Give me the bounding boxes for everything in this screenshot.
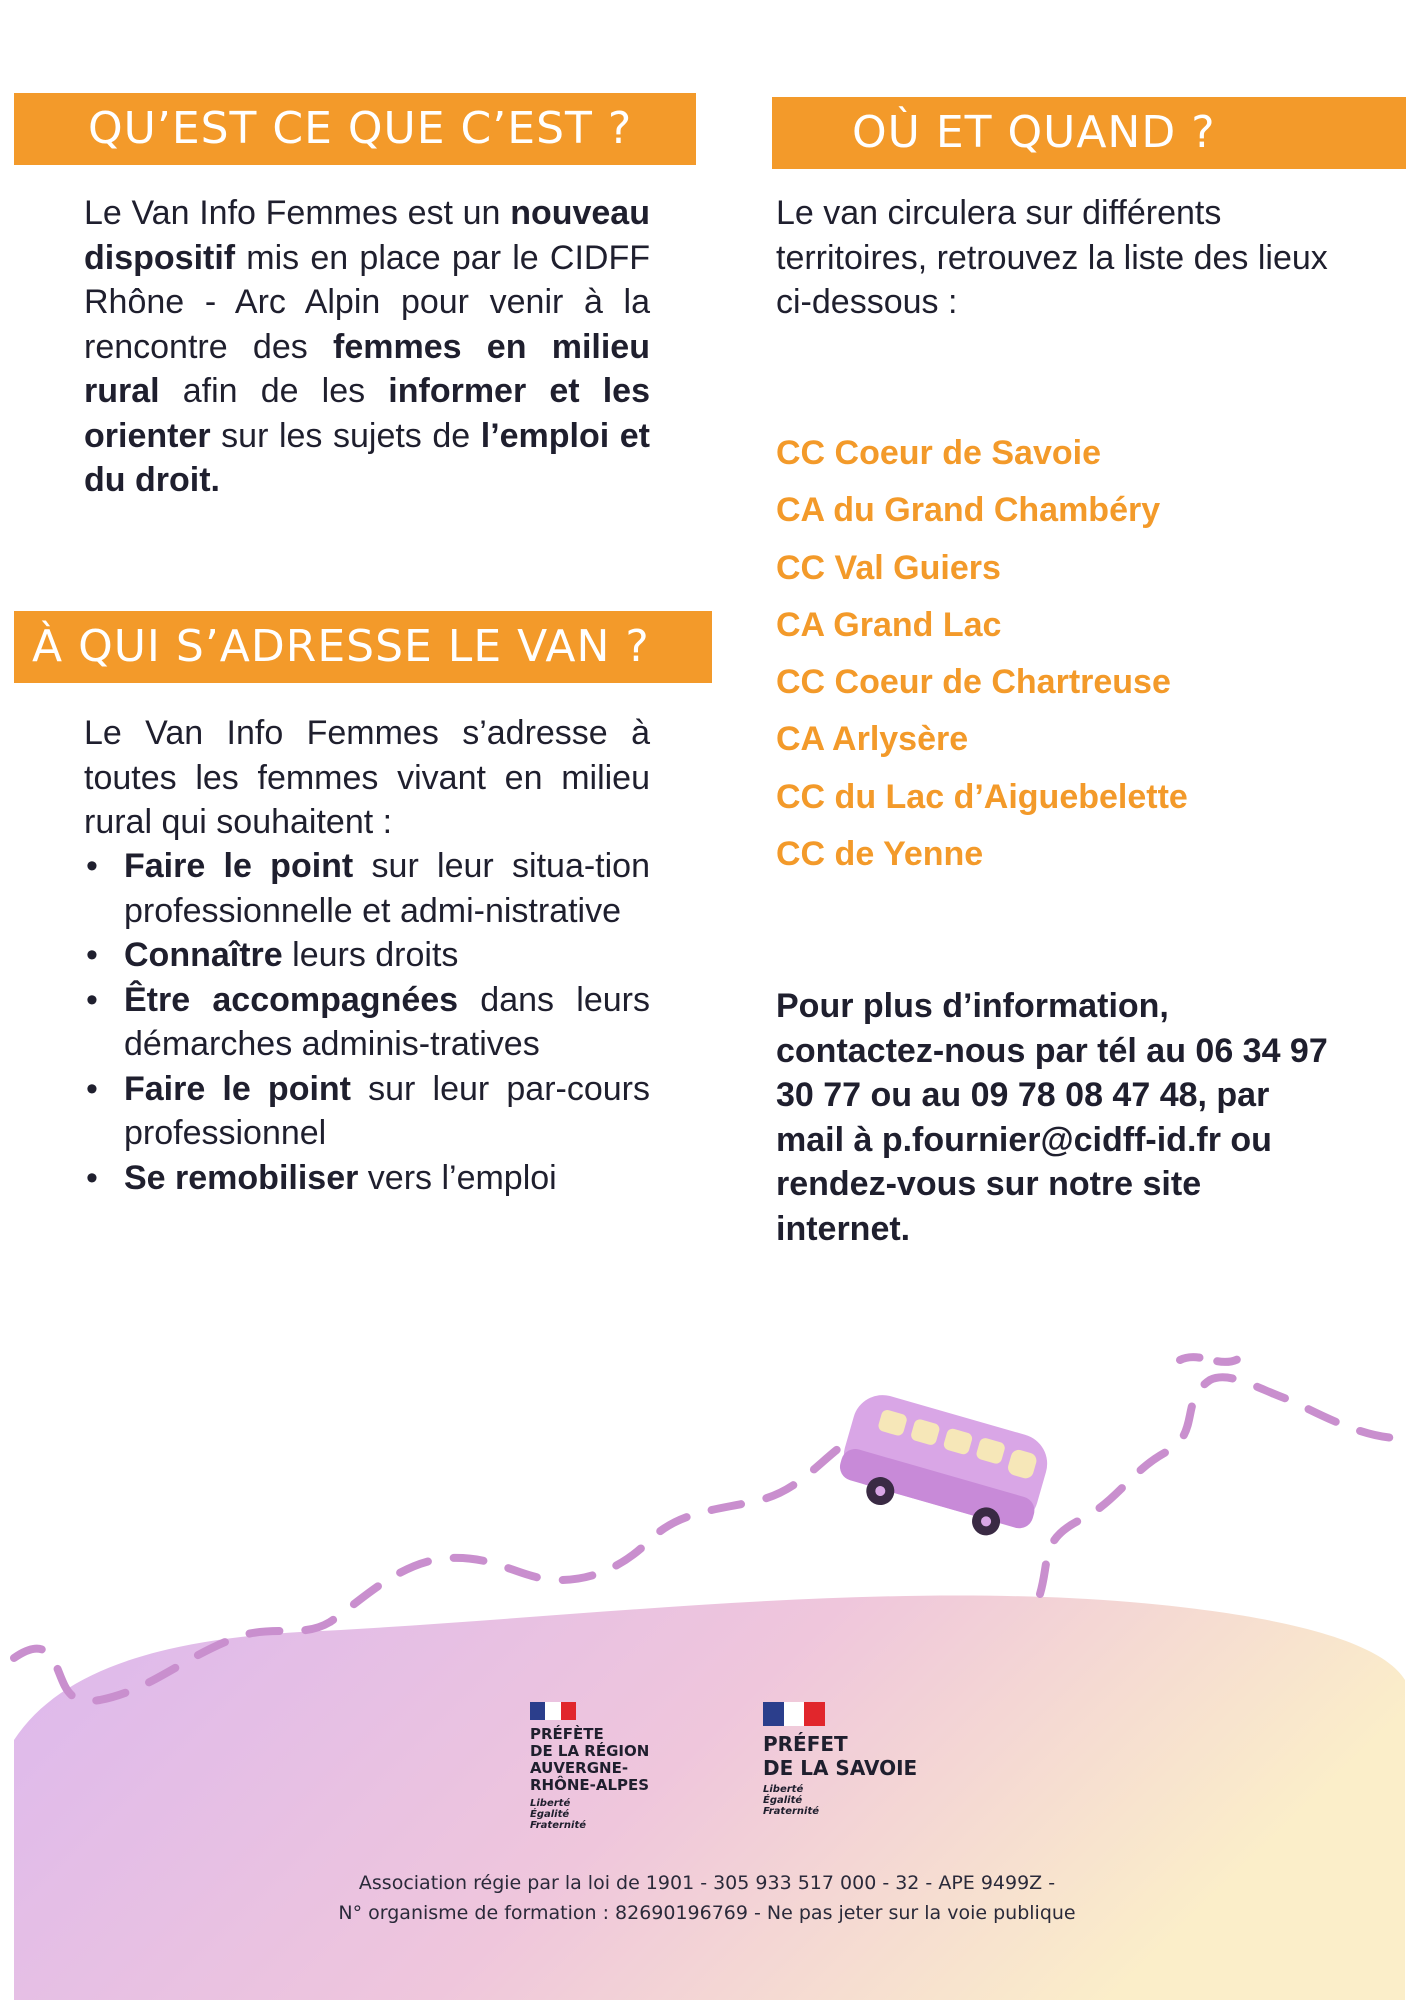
contact-info: Pour plus d’information, contactez-nous par tél au 06 34 97 30 77 ou au 09 78 08 47 48, par mail à p.fournier@cidff-id.fr ou rendez-vous sur notre site internet. [776,987,1328,1248]
place-item: CA du Grand Chambéry [776,491,1161,530]
what-text-1: Le Van Info Femmes est un [84,194,511,232]
who-bullet-item [84,844,650,933]
prefete-region-logo [530,1702,680,1831]
logo-line: PRÉFET [763,1732,848,1756]
logo-line: DE LA SAVOIE [763,1756,918,1780]
who-bullet-text: leurs droits [282,936,459,974]
what-bold-4: l’emploi et du droit. [84,416,651,499]
where-intro: Le van circulera sur différents territoires, retrouvez la liste des lieux ci-dessous : [776,194,1328,321]
place-item: CC Val Guiers [776,548,1001,587]
who-bullet-list [84,844,650,1200]
hill-gradient [14,1596,1405,2000]
heading-where: OÙ ET QUAND ? [772,97,1406,169]
place-item: CC du Lac d’Aiguebelette [776,777,1188,816]
heading-who: À QUI S’ADRESSE LE VAN ? [14,611,712,683]
who-bullet-bold: Connaître [124,936,283,974]
who-bullet-text: dans leurs démarches adminis-tratives [124,980,650,1063]
what-text-2: mis en place par le CIDFF Rhône - Arc Alpin pour venir à la rencontre des [84,238,650,366]
french-flag-icon [763,1702,825,1726]
van-icon [832,1388,1054,1547]
who-bullet-item [84,1156,650,1201]
prefet-savoie-logo [763,1702,963,1817]
logo-line: RHÔNE-ALPES [530,1776,650,1794]
what-description [84,191,650,503]
motto-line: Égalité [530,1809,570,1820]
what-text-3: afin de les [159,372,389,410]
who-bullet-bold: Faire le point [124,1069,351,1108]
what-text-4: sur les sujets de [210,416,481,455]
motto-line: Liberté [530,1798,571,1809]
who-bullet-item [84,978,650,1067]
what-bold-3: informer et les orienter [84,372,650,455]
place-item: CA Arlysère [776,720,969,759]
logo-line: PRÉFÈTE [530,1725,604,1743]
motto-line: Fraternité [530,1820,587,1831]
place-item: CA Grand Lac [776,605,1002,644]
french-flag-icon [530,1702,576,1720]
who-bullet-text: vers l’emploi [358,1158,557,1197]
illustration [0,1340,1414,2000]
footer-line-1: Association régie par la loi de 1901 - 305 933 517 000 - 32 - APE 9499Z - [358,1872,1056,1894]
who-bullet-item [84,933,650,978]
who-bullet-bold: Être accompagnées [124,980,459,1019]
footer-line-2: N° organisme de formation : 82690196769 - Ne pas jeter sur la voie publique [338,1902,1076,1924]
motto [763,1784,963,1817]
logo-line: DE LA RÉGION [530,1742,650,1760]
place-item: CC Coeur de Savoie [776,434,1101,472]
motto-line: Fraternité [763,1806,820,1817]
who-bullet-text: sur leur situa-tion professionnelle et admi-nistrative [124,847,650,930]
who-bullet-item [84,1067,650,1156]
what-bold-1: nouveau dispositif [84,194,650,277]
who-intro: Le Van Info Femmes s’adresse à toutes les femmes vivant en milieu rural qui souhaitent : [84,714,650,841]
motto [530,1798,680,1831]
dashed-trail-top [1180,1357,1240,1362]
logo-line: AUVERGNE- [530,1759,629,1777]
who-bullet-bold: Se remobiliser [124,1158,359,1197]
who-bullet-text: sur leur par-cours professionnel [124,1069,650,1152]
place-item: CC Coeur de Chartreuse [776,663,1171,702]
places-list [776,428,1188,886]
who-bullet-bold: Faire le point [124,847,354,885]
dashed-trail-right [1040,1377,1405,1594]
motto-line: Égalité [763,1795,803,1806]
motto-line: Liberté [763,1784,804,1795]
place-item: CC de Yenne [776,835,984,874]
heading-what: QU’EST CE QUE C’EST ? [14,93,696,165]
what-bold-2: femmes en milieu rural [84,327,650,410]
